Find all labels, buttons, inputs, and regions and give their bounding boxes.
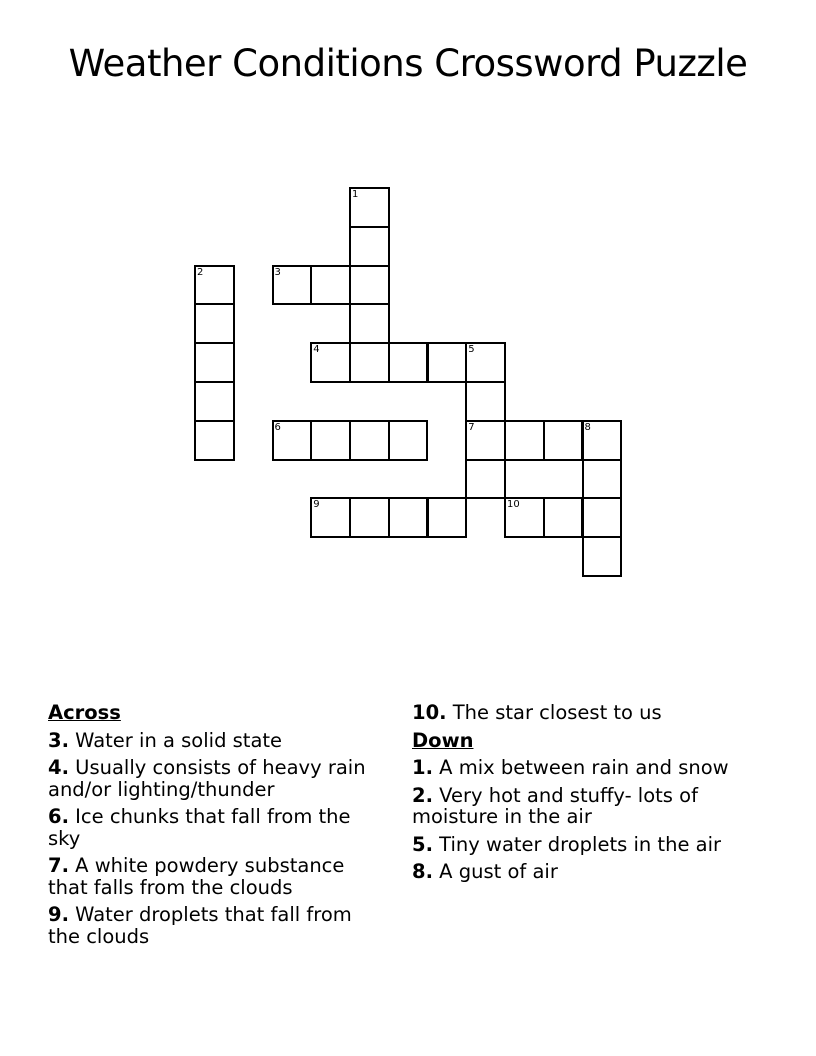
grid-cell[interactable] bbox=[194, 342, 235, 383]
clues-column-left bbox=[48, 702, 388, 953]
clue-number: 9. bbox=[48, 903, 69, 926]
grid-cell[interactable] bbox=[582, 459, 623, 500]
grid-cell[interactable] bbox=[427, 342, 468, 383]
grid-cell[interactable] bbox=[388, 420, 429, 461]
grid-cell[interactable] bbox=[194, 381, 235, 422]
clue-number: 10. bbox=[412, 701, 447, 724]
clue-down-2 bbox=[412, 785, 742, 828]
cell-number: 1 bbox=[352, 189, 359, 200]
clue-text: Usually consists of heavy rain and/or lighting/thunder bbox=[48, 756, 366, 801]
grid-cell[interactable] bbox=[349, 265, 390, 306]
clue-across-10 bbox=[412, 702, 742, 724]
grid-cell-6[interactable] bbox=[272, 420, 313, 461]
grid-cell[interactable] bbox=[388, 497, 429, 538]
grid-cell[interactable] bbox=[310, 420, 351, 461]
grid-cell[interactable] bbox=[194, 303, 235, 344]
cell-number: 7 bbox=[468, 421, 475, 433]
grid-cell[interactable] bbox=[465, 381, 506, 422]
clue-text: A gust of air bbox=[432, 860, 558, 883]
cell-number: 6 bbox=[274, 421, 281, 433]
grid-cell-9[interactable] bbox=[310, 497, 351, 538]
grid-cell[interactable] bbox=[543, 497, 584, 538]
cell-number: 5 bbox=[468, 344, 475, 356]
clue-across-9 bbox=[48, 904, 388, 947]
grid-cell[interactable] bbox=[349, 303, 390, 344]
clue-text: Water in a solid state bbox=[68, 728, 283, 752]
clue-text: The star closest to us bbox=[446, 701, 662, 724]
grid-cell-8[interactable] bbox=[582, 420, 623, 461]
grid-cell[interactable] bbox=[388, 342, 429, 383]
clue-number: 7. bbox=[48, 854, 69, 877]
clue-text: Water droplets that fall from the clouds bbox=[48, 903, 352, 948]
across-heading: Across bbox=[48, 701, 121, 724]
clues-column-right bbox=[412, 702, 742, 889]
puzzle-title: Weather Conditions Crossword Puzzle bbox=[68, 42, 748, 85]
clue-number: 5. bbox=[412, 832, 433, 856]
grid-cell[interactable] bbox=[582, 497, 623, 538]
cell-number: 4 bbox=[313, 344, 320, 356]
grid-cell[interactable] bbox=[349, 342, 390, 383]
clue-number: 6. bbox=[48, 805, 69, 828]
clue-across-3 bbox=[48, 730, 388, 752]
grid-cell[interactable] bbox=[349, 226, 390, 267]
clue-down-8 bbox=[412, 861, 742, 883]
cell-number: 9 bbox=[313, 499, 320, 511]
clue-number: 2. bbox=[412, 783, 433, 807]
clue-number: 8. bbox=[412, 860, 433, 883]
clue-across-4 bbox=[48, 757, 388, 800]
grid-cell[interactable] bbox=[310, 265, 351, 306]
clue-number: 4. bbox=[48, 756, 69, 779]
clue-across-7 bbox=[48, 855, 388, 898]
clue-text: Very hot and stuffy- lots of moisture in the air bbox=[412, 783, 698, 828]
clue-across-6 bbox=[48, 806, 388, 849]
down-heading: Down bbox=[412, 728, 474, 752]
grid-cell[interactable] bbox=[194, 420, 235, 461]
clue-number: 1. bbox=[412, 756, 433, 779]
grid-cell[interactable] bbox=[543, 420, 584, 461]
cell-number: 10 bbox=[507, 499, 520, 511]
grid-cell[interactable] bbox=[427, 497, 468, 538]
grid-cell-3[interactable] bbox=[272, 265, 313, 306]
grid-cell[interactable] bbox=[349, 420, 390, 461]
grid-cell[interactable] bbox=[504, 420, 545, 461]
grid-cell-10[interactable] bbox=[504, 497, 545, 538]
cell-number: 3 bbox=[274, 266, 281, 278]
grid-cell-1[interactable] bbox=[349, 187, 390, 228]
clue-text: A mix between rain and snow bbox=[432, 756, 729, 779]
clue-text: Tiny water droplets in the air bbox=[432, 832, 722, 856]
grid-cell-7[interactable] bbox=[465, 420, 506, 461]
grid-cell-5[interactable] bbox=[465, 342, 506, 383]
clue-down-5 bbox=[412, 834, 742, 856]
clue-number: 3. bbox=[48, 728, 69, 752]
grid-cell-4[interactable] bbox=[310, 342, 351, 383]
cell-number: 8 bbox=[584, 421, 591, 433]
clue-text: Ice chunks that fall from the sky bbox=[48, 805, 351, 850]
clue-text: A white powdery substance that falls from the clouds bbox=[48, 854, 345, 899]
grid-cell[interactable] bbox=[582, 536, 623, 577]
clue-down-1 bbox=[412, 757, 742, 779]
cell-number: 2 bbox=[197, 266, 204, 278]
grid-cell-2[interactable] bbox=[194, 265, 235, 306]
grid-cell[interactable] bbox=[465, 459, 506, 500]
grid-cell[interactable] bbox=[349, 497, 390, 538]
